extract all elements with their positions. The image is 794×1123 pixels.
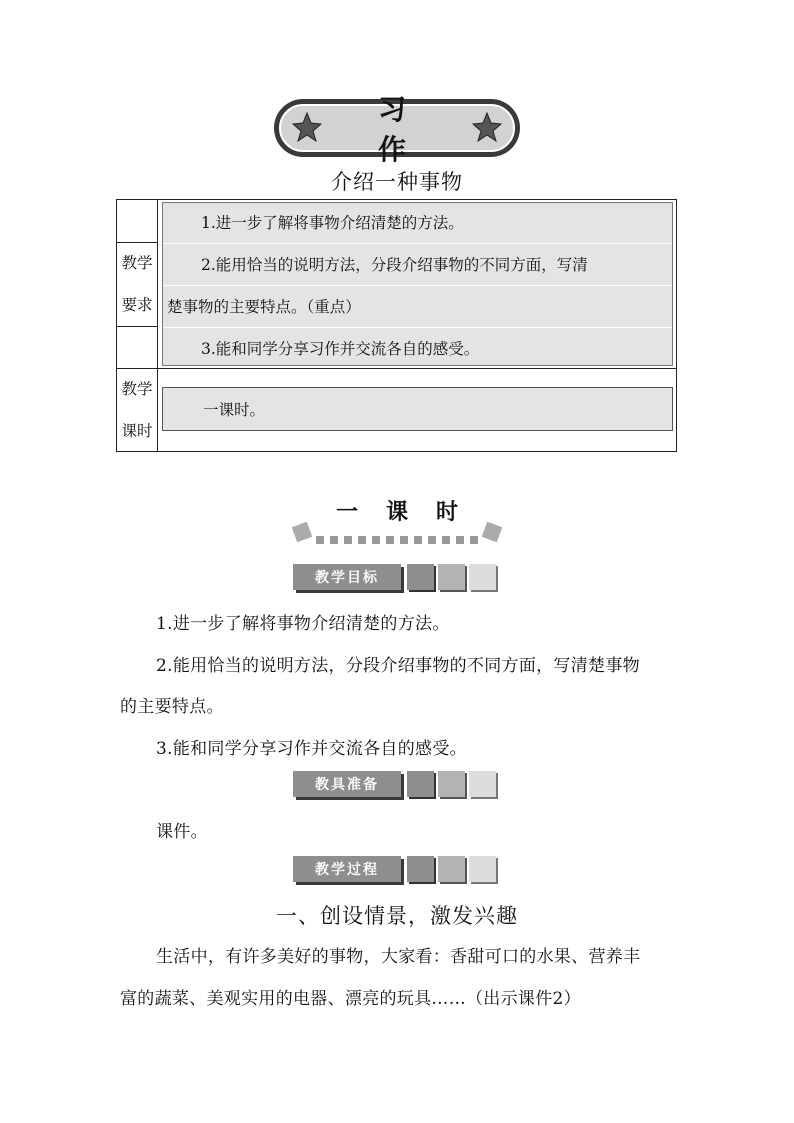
row-label: 课时 xyxy=(121,422,153,440)
section-title: 一课时 xyxy=(335,500,486,525)
star-icon xyxy=(292,112,322,142)
decorative-dotted-strip xyxy=(290,518,504,552)
row-label: 教学 xyxy=(121,254,153,272)
goal-line: 1.进一步了解将事物介绍清楚的方法。 xyxy=(156,614,450,634)
prep-text: 课件。 xyxy=(156,822,208,842)
prep-label: 教具准备 xyxy=(293,771,401,797)
table-divider xyxy=(157,200,158,451)
goal-line: 2.能用恰当的说明方法，分段介绍事物的不同方面，写清楚事物 xyxy=(156,656,640,676)
row-label: 教学 xyxy=(121,380,153,398)
page-subtitle: 介绍一种事物 xyxy=(331,170,463,194)
cell-separator xyxy=(163,243,672,244)
goals-label: 教学目标 xyxy=(293,564,401,590)
title-banner xyxy=(274,93,520,166)
section-bar-goals xyxy=(293,564,501,590)
process-line: 富的蔬菜、美观实用的电器、漂亮的玩具……（出示课件2） xyxy=(120,989,581,1009)
section-bar-process xyxy=(293,856,501,882)
decor-square xyxy=(469,771,496,797)
requirement-line: 1.进一步了解将事物介绍清楚的方法。 xyxy=(201,214,464,232)
row-label: 要求 xyxy=(121,296,153,314)
requirement-line: 3.能和同学分享习作并交流各自的感受。 xyxy=(201,340,480,358)
process-heading: 一、创设情景，激发兴趣 xyxy=(276,904,518,928)
section-bar-prep xyxy=(293,771,501,797)
requirements-cell xyxy=(162,202,673,366)
decor-square xyxy=(469,564,496,590)
cell-separator xyxy=(163,327,672,328)
decor-square xyxy=(407,771,434,797)
lesson-time: 一课时。 xyxy=(203,401,266,419)
requirement-line: 楚事物的主要特点。（重点） xyxy=(167,298,361,316)
lesson-time-cell xyxy=(162,387,673,431)
decor-square xyxy=(438,771,465,797)
process-label: 教学过程 xyxy=(293,856,401,882)
goal-line: 的主要特点。 xyxy=(120,697,224,717)
process-line: 生活中，有许多美好的事物，大家看：香甜可口的水果、营养丰 xyxy=(156,947,641,967)
table-divider xyxy=(117,368,676,369)
lesson-info-table xyxy=(116,199,677,452)
cell-separator xyxy=(163,285,672,286)
decor-square xyxy=(438,856,465,882)
decor-square xyxy=(469,856,496,882)
goal-line: 3.能和同学分享习作并交流各自的感受。 xyxy=(156,739,467,759)
decor-square xyxy=(438,564,465,590)
decor-square xyxy=(407,564,434,590)
requirement-line: 2.能用恰当的说明方法，分段介绍事物的不同方面，写清 xyxy=(201,256,588,274)
star-icon xyxy=(472,112,502,142)
table-divider xyxy=(117,326,157,327)
decor-square xyxy=(407,856,434,882)
banner-title: 习作 xyxy=(378,93,451,166)
